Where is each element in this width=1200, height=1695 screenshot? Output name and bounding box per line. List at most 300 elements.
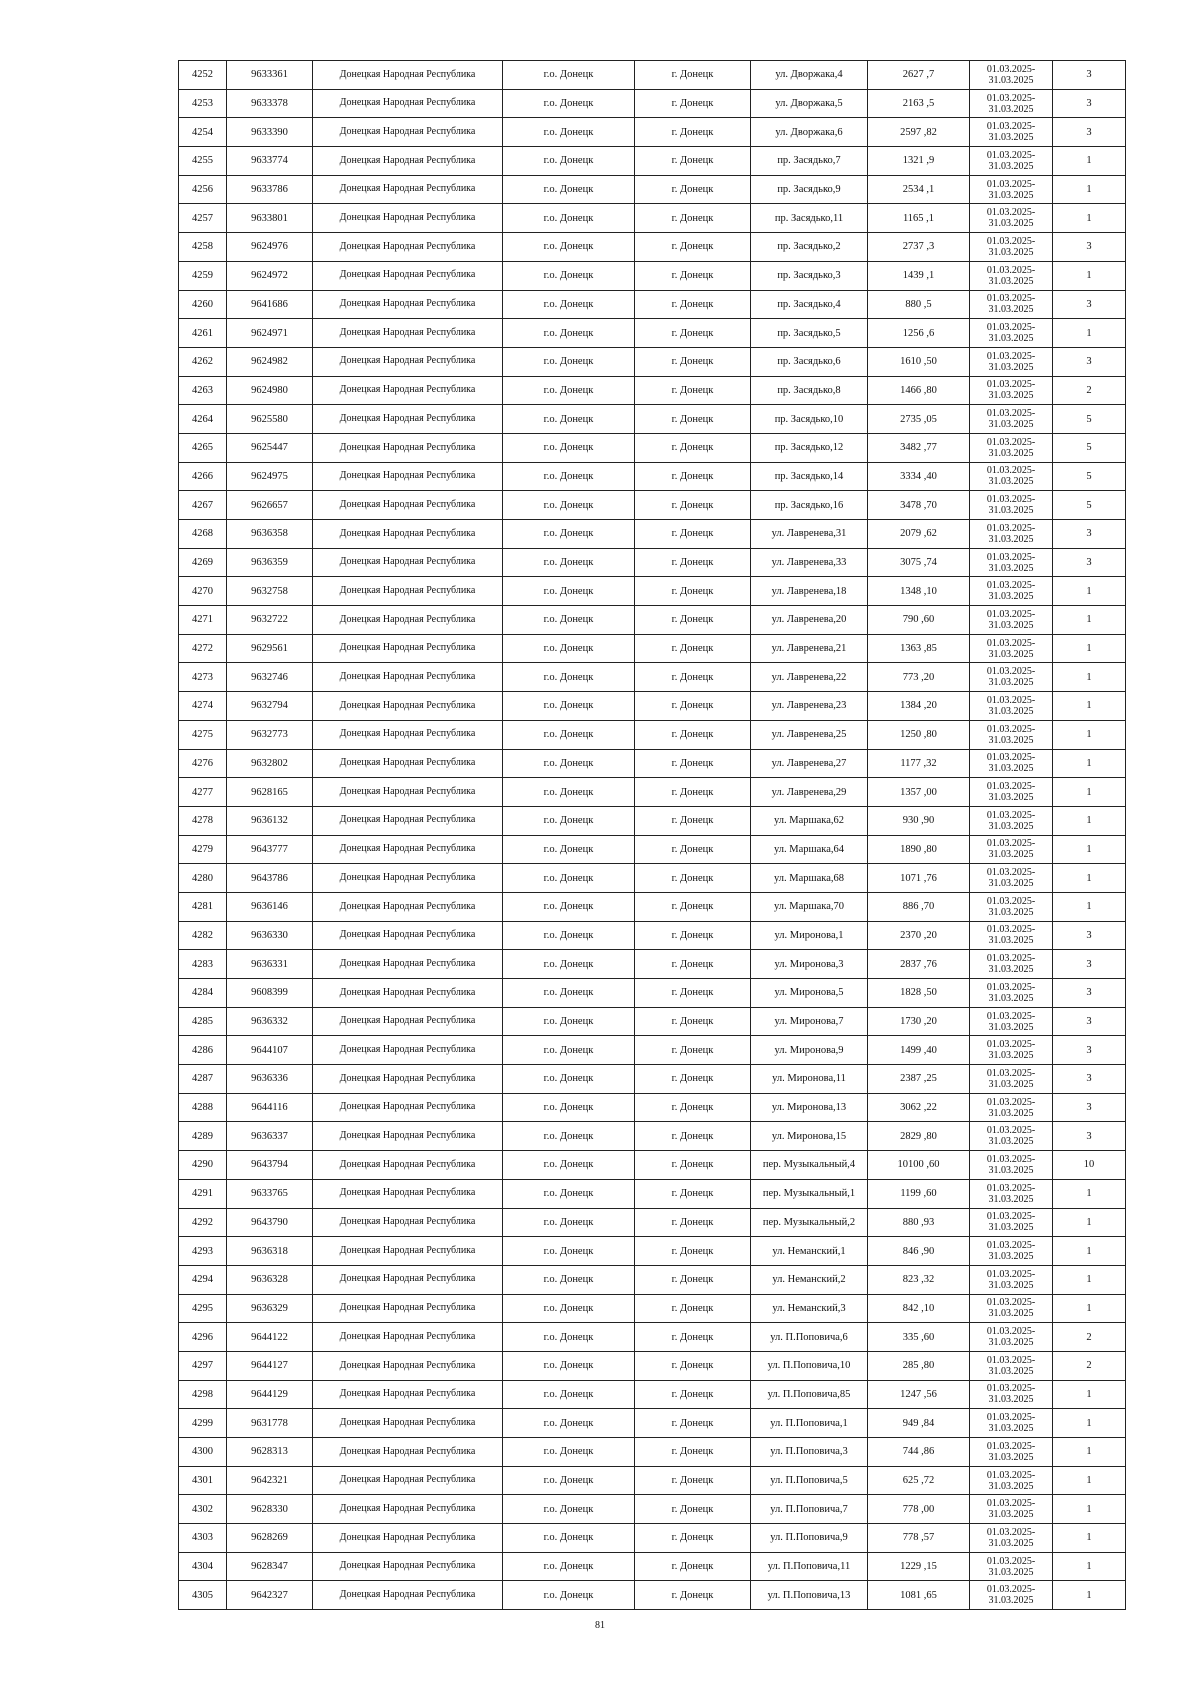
area-cell: 3334 ,40 (868, 462, 970, 491)
row-number-cell: 4286 (179, 1036, 227, 1065)
period-end: 31.03.2025 (988, 1480, 1034, 1492)
table-row (179, 921, 1126, 950)
region-cell: Донецкая Народная Республика (313, 1438, 503, 1467)
row-number-cell: 4294 (179, 1265, 227, 1294)
area-cell: 2534 ,1 (868, 175, 970, 204)
area-cell: 3062 ,22 (868, 1093, 970, 1122)
object-code-cell: 9633361 (227, 61, 313, 90)
object-code-cell: 9625580 (227, 405, 313, 434)
district-cell: г.о. Донецк (503, 405, 635, 434)
count-cell: 2 (1053, 1323, 1126, 1352)
object-code-cell: 9632722 (227, 606, 313, 635)
count-cell: 1 (1053, 1294, 1126, 1323)
table-row (179, 1380, 1126, 1409)
period-cell (970, 118, 1053, 147)
row-number-cell: 4268 (179, 520, 227, 549)
region-cell: Донецкая Народная Республика (313, 1151, 503, 1180)
count-cell: 2 (1053, 1351, 1126, 1380)
object-code-cell: 9636132 (227, 806, 313, 835)
city-cell: г. Донецк (635, 204, 751, 233)
count-cell: 1 (1053, 1581, 1126, 1610)
count-cell: 1 (1053, 1438, 1126, 1467)
district-cell: г.о. Донецк (503, 1007, 635, 1036)
period-cell (970, 1466, 1053, 1495)
district-cell: г.о. Донецк (503, 835, 635, 864)
district-cell: г.о. Донецк (503, 319, 635, 348)
city-cell: г. Донецк (635, 577, 751, 606)
district-cell: г.о. Донецк (503, 663, 635, 692)
count-cell: 1 (1053, 663, 1126, 692)
period-end: 31.03.2025 (988, 562, 1034, 574)
period-cell (970, 1323, 1053, 1352)
count-cell: 3 (1053, 1093, 1126, 1122)
period-start: 01.03.2025- (986, 1526, 1036, 1538)
table-row (179, 1093, 1126, 1122)
object-code-cell: 9633774 (227, 147, 313, 176)
district-cell: г.о. Донецк (503, 1151, 635, 1180)
district-cell: г.о. Донецк (503, 1208, 635, 1237)
period-start: 01.03.2025- (986, 608, 1036, 620)
table-row (179, 175, 1126, 204)
area-cell: 2837 ,76 (868, 950, 970, 979)
district-cell: г.о. Донецк (503, 778, 635, 807)
city-cell: г. Донецк (635, 1179, 751, 1208)
table-row (179, 491, 1126, 520)
period-cell (970, 175, 1053, 204)
table-row (179, 347, 1126, 376)
count-cell: 3 (1053, 1065, 1126, 1094)
area-cell: 3478 ,70 (868, 491, 970, 520)
object-code-cell: 9629561 (227, 634, 313, 663)
region-cell: Донецкая Народная Республика (313, 347, 503, 376)
address-cell: ул. Маршака,68 (751, 864, 868, 893)
period-cell (970, 1409, 1053, 1438)
object-code-cell: 9632746 (227, 663, 313, 692)
city-cell: г. Донецк (635, 405, 751, 434)
object-code-cell: 9644122 (227, 1323, 313, 1352)
address-cell: ул. Лавренева,31 (751, 520, 868, 549)
count-cell: 1 (1053, 261, 1126, 290)
district-cell: г.о. Донецк (503, 433, 635, 462)
district-cell: г.о. Донецк (503, 1294, 635, 1323)
period-cell (970, 1265, 1053, 1294)
area-cell: 2735 ,05 (868, 405, 970, 434)
object-code-cell: 9632758 (227, 577, 313, 606)
period-end: 31.03.2025 (988, 935, 1034, 947)
region-cell: Донецкая Народная Республика (313, 548, 503, 577)
address-cell: ул. Миронова,3 (751, 950, 868, 979)
count-cell: 1 (1053, 147, 1126, 176)
address-cell: пр. Засядько,2 (751, 233, 868, 262)
area-cell: 773 ,20 (868, 663, 970, 692)
period-start: 01.03.2025- (986, 1153, 1036, 1165)
table-row (179, 1495, 1126, 1524)
period-cell (970, 979, 1053, 1008)
row-number-cell: 4265 (179, 433, 227, 462)
table-row (179, 61, 1126, 90)
address-cell: ул. Лавренева,25 (751, 720, 868, 749)
count-cell: 5 (1053, 462, 1126, 491)
address-cell: ул. Дворжака,6 (751, 118, 868, 147)
period-cell (970, 204, 1053, 233)
object-code-cell: 9641686 (227, 290, 313, 319)
object-code-cell: 9636332 (227, 1007, 313, 1036)
city-cell: г. Донецк (635, 1265, 751, 1294)
row-number-cell: 4296 (179, 1323, 227, 1352)
city-cell: г. Донецк (635, 61, 751, 90)
row-number-cell: 4285 (179, 1007, 227, 1036)
period-end: 31.03.2025 (988, 1136, 1034, 1148)
count-cell: 3 (1053, 347, 1126, 376)
count-cell: 1 (1053, 806, 1126, 835)
row-number-cell: 4281 (179, 892, 227, 921)
period-end: 31.03.2025 (988, 1595, 1034, 1607)
district-cell: г.о. Донецк (503, 1466, 635, 1495)
region-cell: Донецкая Народная Республика (313, 319, 503, 348)
count-cell: 1 (1053, 204, 1126, 233)
area-cell: 823 ,32 (868, 1265, 970, 1294)
period-start: 01.03.2025- (986, 1211, 1036, 1223)
area-cell: 1466 ,80 (868, 376, 970, 405)
address-cell: ул. Дворжака,4 (751, 61, 868, 90)
period-cell (970, 606, 1053, 635)
object-code-cell: 9624982 (227, 347, 313, 376)
object-code-cell: 9628165 (227, 778, 313, 807)
district-cell: г.о. Донецк (503, 1093, 635, 1122)
city-cell: г. Донецк (635, 1093, 751, 1122)
address-cell: ул. Миронова,11 (751, 1065, 868, 1094)
area-cell: 1348 ,10 (868, 577, 970, 606)
period-cell (970, 1093, 1053, 1122)
district-cell: г.о. Донецк (503, 1380, 635, 1409)
area-cell: 1499 ,40 (868, 1036, 970, 1065)
city-cell: г. Донецк (635, 1351, 751, 1380)
area-cell: 1384 ,20 (868, 692, 970, 721)
address-cell: ул. Миронова,13 (751, 1093, 868, 1122)
city-cell: г. Донецк (635, 1380, 751, 1409)
row-number-cell: 4255 (179, 147, 227, 176)
period-start: 01.03.2025- (986, 1440, 1036, 1452)
period-cell (970, 89, 1053, 118)
district-cell: г.о. Донецк (503, 749, 635, 778)
period-end: 31.03.2025 (988, 189, 1034, 201)
address-cell: ул. П.Поповича,3 (751, 1438, 868, 1467)
period-start: 01.03.2025- (986, 666, 1036, 678)
object-code-cell: 9642321 (227, 1466, 313, 1495)
city-cell: г. Донецк (635, 720, 751, 749)
period-cell (970, 1237, 1053, 1266)
period-start: 01.03.2025- (986, 838, 1036, 850)
count-cell: 1 (1053, 1179, 1126, 1208)
region-cell: Донецкая Народная Республика (313, 147, 503, 176)
table-row (179, 520, 1126, 549)
count-cell: 3 (1053, 1036, 1126, 1065)
period-cell (970, 720, 1053, 749)
city-cell: г. Донецк (635, 1524, 751, 1553)
address-cell: ул. Лавренева,18 (751, 577, 868, 606)
period-start: 01.03.2025- (986, 1297, 1036, 1309)
period-cell (970, 462, 1053, 491)
object-code-cell: 9642327 (227, 1581, 313, 1610)
period-end: 31.03.2025 (988, 705, 1034, 717)
address-cell: ул. Лавренева,29 (751, 778, 868, 807)
region-cell: Донецкая Народная Республика (313, 806, 503, 835)
city-cell: г. Донецк (635, 892, 751, 921)
table-row (179, 1524, 1126, 1553)
period-start: 01.03.2025- (986, 694, 1036, 706)
count-cell: 3 (1053, 1007, 1126, 1036)
address-cell: ул. П.Поповича,10 (751, 1351, 868, 1380)
period-start: 01.03.2025- (986, 1469, 1036, 1481)
address-cell: ул. Миронова,15 (751, 1122, 868, 1151)
area-cell: 3482 ,77 (868, 433, 970, 462)
period-start: 01.03.2025- (986, 408, 1036, 420)
count-cell: 3 (1053, 118, 1126, 147)
address-cell: пр. Засядько,7 (751, 147, 868, 176)
count-cell: 3 (1053, 979, 1126, 1008)
row-number-cell: 4288 (179, 1093, 227, 1122)
region-cell: Донецкая Народная Республика (313, 577, 503, 606)
row-number-cell: 4262 (179, 347, 227, 376)
area-cell: 930 ,90 (868, 806, 970, 835)
area-cell: 335 ,60 (868, 1323, 970, 1352)
table-row (179, 835, 1126, 864)
object-code-cell: 9636328 (227, 1265, 313, 1294)
period-cell (970, 433, 1053, 462)
address-cell: пр. Засядько,10 (751, 405, 868, 434)
object-code-cell: 9633378 (227, 89, 313, 118)
count-cell: 1 (1053, 606, 1126, 635)
object-code-cell: 9631778 (227, 1409, 313, 1438)
district-cell: г.о. Донецк (503, 261, 635, 290)
table-row (179, 376, 1126, 405)
row-number-cell: 4301 (179, 1466, 227, 1495)
object-code-cell: 9608399 (227, 979, 313, 1008)
period-start: 01.03.2025- (986, 1326, 1036, 1338)
count-cell: 5 (1053, 405, 1126, 434)
period-end: 31.03.2025 (988, 160, 1034, 172)
period-end: 31.03.2025 (988, 1107, 1034, 1119)
count-cell: 1 (1053, 634, 1126, 663)
address-cell: пер. Музыкальный,4 (751, 1151, 868, 1180)
region-cell: Донецкая Народная Республика (313, 634, 503, 663)
city-cell: г. Донецк (635, 692, 751, 721)
period-cell (970, 1065, 1053, 1094)
area-cell: 778 ,00 (868, 1495, 970, 1524)
city-cell: г. Донецк (635, 634, 751, 663)
count-cell: 1 (1053, 1552, 1126, 1581)
region-cell: Донецкая Народная Республика (313, 233, 503, 262)
period-cell (970, 491, 1053, 520)
city-cell: г. Донецк (635, 663, 751, 692)
table-row (179, 261, 1126, 290)
area-cell: 1610 ,50 (868, 347, 970, 376)
city-cell: г. Донецк (635, 921, 751, 950)
object-code-cell: 9632794 (227, 692, 313, 721)
row-number-cell: 4282 (179, 921, 227, 950)
city-cell: г. Донецк (635, 233, 751, 262)
city-cell: г. Донецк (635, 1151, 751, 1180)
row-number-cell: 4260 (179, 290, 227, 319)
region-cell: Донецкая Народная Республика (313, 1179, 503, 1208)
period-cell (970, 1495, 1053, 1524)
region-cell: Донецкая Народная Республика (313, 1093, 503, 1122)
area-cell: 1256 ,6 (868, 319, 970, 348)
address-cell: ул. Лавренева,27 (751, 749, 868, 778)
city-cell: г. Донецк (635, 548, 751, 577)
period-start: 01.03.2025- (986, 379, 1036, 391)
period-end: 31.03.2025 (988, 533, 1034, 545)
region-cell: Донецкая Народная Республика (313, 1581, 503, 1610)
address-cell: ул. Миронова,9 (751, 1036, 868, 1065)
district-cell: г.о. Донецк (503, 692, 635, 721)
object-code-cell: 9636336 (227, 1065, 313, 1094)
address-cell: ул. Маршака,70 (751, 892, 868, 921)
period-end: 31.03.2025 (988, 1365, 1034, 1377)
address-cell: ул. Неманский,2 (751, 1265, 868, 1294)
row-number-cell: 4297 (179, 1351, 227, 1380)
period-start: 01.03.2025- (986, 235, 1036, 247)
region-cell: Донецкая Народная Республика (313, 749, 503, 778)
area-cell: 744 ,86 (868, 1438, 970, 1467)
count-cell: 1 (1053, 864, 1126, 893)
count-cell: 3 (1053, 921, 1126, 950)
count-cell: 1 (1053, 1380, 1126, 1409)
period-end: 31.03.2025 (988, 1222, 1034, 1234)
table-row (179, 663, 1126, 692)
count-cell: 1 (1053, 577, 1126, 606)
region-cell: Донецкая Народная Республика (313, 663, 503, 692)
region-cell: Донецкая Народная Республика (313, 950, 503, 979)
city-cell: г. Донецк (635, 1581, 751, 1610)
period-end: 31.03.2025 (988, 74, 1034, 86)
period-end: 31.03.2025 (988, 1394, 1034, 1406)
area-cell: 778 ,57 (868, 1524, 970, 1553)
period-end: 31.03.2025 (988, 1251, 1034, 1263)
period-cell (970, 778, 1053, 807)
object-code-cell: 9643790 (227, 1208, 313, 1237)
period-cell (970, 548, 1053, 577)
period-start: 01.03.2025- (986, 1067, 1036, 1079)
table-row (179, 864, 1126, 893)
period-end: 31.03.2025 (988, 304, 1034, 316)
region-cell: Донецкая Народная Республика (313, 261, 503, 290)
address-cell: ул. П.Поповича,6 (751, 1323, 868, 1352)
table-row (179, 118, 1126, 147)
district-cell: г.о. Донецк (503, 720, 635, 749)
city-cell: г. Донецк (635, 520, 751, 549)
city-cell: г. Донецк (635, 1208, 751, 1237)
object-code-cell: 9624971 (227, 319, 313, 348)
period-cell (970, 1151, 1053, 1180)
object-code-cell: 9643794 (227, 1151, 313, 1180)
district-cell: г.о. Донецк (503, 1265, 635, 1294)
period-start: 01.03.2025- (986, 178, 1036, 190)
area-cell: 790 ,60 (868, 606, 970, 635)
region-cell: Донецкая Народная Республика (313, 89, 503, 118)
region-cell: Донецкая Народная Республика (313, 61, 503, 90)
count-cell: 3 (1053, 1122, 1126, 1151)
district-cell: г.о. Донецк (503, 204, 635, 233)
period-start: 01.03.2025- (986, 1096, 1036, 1108)
area-cell: 1229 ,15 (868, 1552, 970, 1581)
period-start: 01.03.2025- (986, 465, 1036, 477)
address-cell: ул. Неманский,1 (751, 1237, 868, 1266)
region-cell: Донецкая Народная Республика (313, 433, 503, 462)
object-code-cell: 9628347 (227, 1552, 313, 1581)
count-cell: 3 (1053, 89, 1126, 118)
count-cell: 3 (1053, 548, 1126, 577)
row-number-cell: 4293 (179, 1237, 227, 1266)
district-cell: г.о. Донецк (503, 175, 635, 204)
period-start: 01.03.2025- (986, 809, 1036, 821)
table-row (179, 577, 1126, 606)
period-end: 31.03.2025 (988, 1164, 1034, 1176)
region-cell: Донецкая Народная Республика (313, 491, 503, 520)
area-cell: 2737 ,3 (868, 233, 970, 262)
count-cell: 1 (1053, 1524, 1126, 1553)
district-cell: г.о. Донецк (503, 1036, 635, 1065)
period-cell (970, 749, 1053, 778)
object-code-cell: 9632773 (227, 720, 313, 749)
row-number-cell: 4300 (179, 1438, 227, 1467)
table-row (179, 1466, 1126, 1495)
area-cell: 1890 ,80 (868, 835, 970, 864)
row-number-cell: 4276 (179, 749, 227, 778)
address-cell: ул. П.Поповича,85 (751, 1380, 868, 1409)
district-cell: г.о. Донецк (503, 979, 635, 1008)
period-end: 31.03.2025 (988, 849, 1034, 861)
row-number-cell: 4274 (179, 692, 227, 721)
address-cell: пр. Засядько,14 (751, 462, 868, 491)
period-start: 01.03.2025- (986, 436, 1036, 448)
city-cell: г. Донецк (635, 1466, 751, 1495)
period-end: 31.03.2025 (988, 619, 1034, 631)
count-cell: 1 (1053, 835, 1126, 864)
table-row (179, 1351, 1126, 1380)
housing-registry-table (178, 60, 1126, 1610)
address-cell: ул. Лавренева,22 (751, 663, 868, 692)
count-cell: 1 (1053, 1495, 1126, 1524)
district-cell: г.о. Донецк (503, 1524, 635, 1553)
table-row (179, 433, 1126, 462)
period-end: 31.03.2025 (988, 792, 1034, 804)
city-cell: г. Донецк (635, 1065, 751, 1094)
count-cell: 1 (1053, 1237, 1126, 1266)
region-cell: Донецкая Народная Республика (313, 778, 503, 807)
row-number-cell: 4264 (179, 405, 227, 434)
period-start: 01.03.2025- (986, 1584, 1036, 1596)
table-row (179, 1323, 1126, 1352)
city-cell: г. Донецк (635, 950, 751, 979)
region-cell: Донецкая Народная Республика (313, 1065, 503, 1094)
row-number-cell: 4304 (179, 1552, 227, 1581)
region-cell: Донецкая Народная Республика (313, 1036, 503, 1065)
object-code-cell: 9633801 (227, 204, 313, 233)
region-cell: Донецкая Народная Республика (313, 692, 503, 721)
period-start: 01.03.2025- (986, 867, 1036, 879)
period-start: 01.03.2025- (986, 1182, 1036, 1194)
row-number-cell: 4278 (179, 806, 227, 835)
period-cell (970, 806, 1053, 835)
address-cell: пер. Музыкальный,1 (751, 1179, 868, 1208)
period-cell (970, 692, 1053, 721)
district-cell: г.о. Донецк (503, 1065, 635, 1094)
object-code-cell: 9625447 (227, 433, 313, 462)
region-cell: Донецкая Народная Республика (313, 290, 503, 319)
object-code-cell: 9624980 (227, 376, 313, 405)
district-cell: г.о. Донецк (503, 61, 635, 90)
